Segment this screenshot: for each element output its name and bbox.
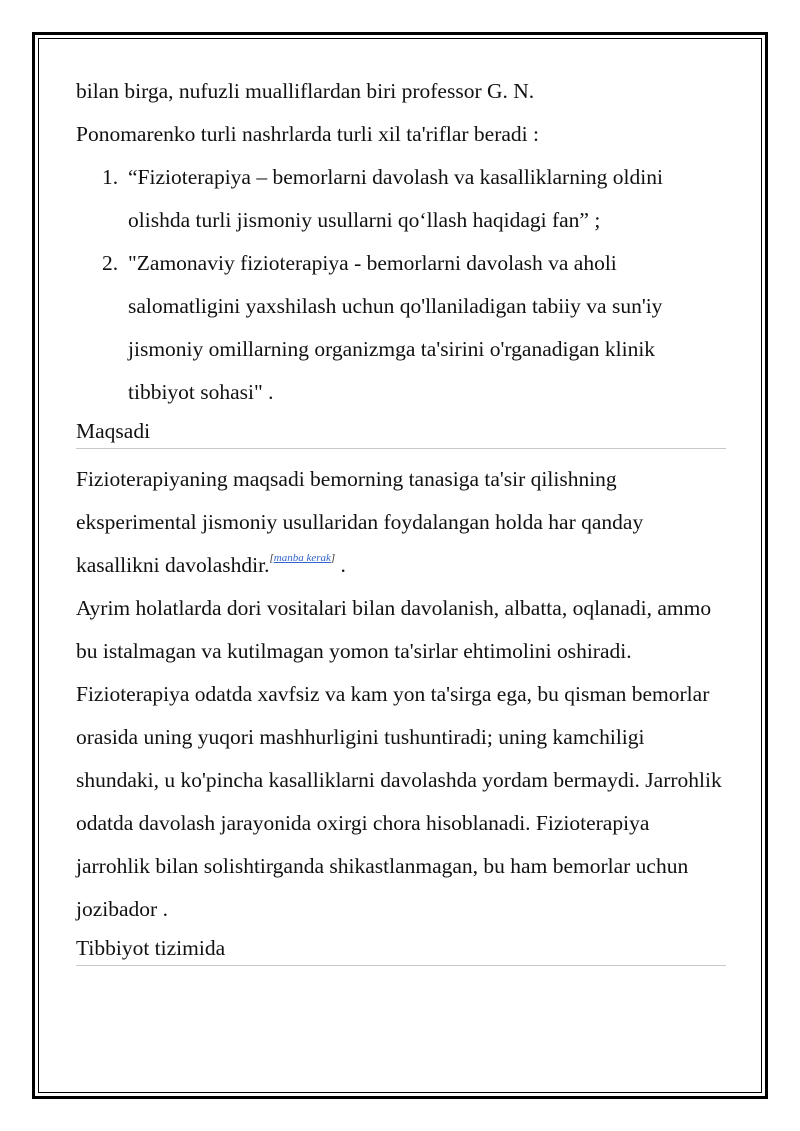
goal-paragraph-2: Ayrim holatlarda dori vositalari bilan davolanish, albatta, oqlanadi, ammo bu istalmagan va kutilmagan yomon ta'sirlar ehtimolini oshiradi. Fizioterapiya odatda xavfsiz va kam yon ta'sirga ega, bu qisman bemorlar orasida uning yuqori mashhurligini tushuntiradi; uning kamchiligi shundaki, u ko'pincha kasalliklarni davolashda yordam bermaydi. Jarrohlik odatda davolash jarayonida oxirgi chora hisoblanadi. Fizioterapiya jarrohlik bilan solishtirganda shikastlanmagan, bu ham bemorlar uchun jozibador . (76, 596, 722, 921)
section-heading-goal: Maqsadi (76, 414, 726, 449)
definition-text: "Zamonaviy fizioterapiya - bemorlarni davolash va aholi salomatligini yaxshilash uchun qo'llaniladigan tabiiy va sun'iy jismoniy omillarning organizmga ta'sirini o'rganadigan klinik tibbiyot sohasi" . (128, 251, 663, 404)
citation-needed-link[interactable]: manba kerak (273, 552, 331, 564)
intro-line-1: bilan birga, nufuzli mualliflardan biri professor G. N. (76, 79, 535, 103)
goal-paragraph-1 (76, 458, 726, 587)
definition-text: “Fizioterapiya – bemorlarni davolash va kasalliklarning oldini olishda turli jismoniy usullarni qo‘llash haqidagi fan” ; (128, 165, 663, 232)
definition-item (76, 242, 726, 414)
document-body (76, 70, 726, 975)
intro-line-2: Ponomarenko turli nashrlarda turli xil ta'riflar beradi : (76, 122, 539, 146)
definition-item (76, 156, 726, 242)
goal-paragraph-1-text: Fizioterapiyaning maqsadi bemorning tanasiga ta'sir qilishning eksperimental jismoniy usullaridan foydalangan holda har qanday kasallikni davolashdir. (76, 467, 644, 577)
section-heading-medical-system: Tibbiyot tizimida (76, 931, 726, 966)
list-number: 1. (102, 165, 119, 189)
definitions-list (76, 156, 726, 414)
list-number: 2. (102, 251, 119, 275)
goal-paragraph-1-tail: . (335, 553, 346, 577)
citation-needed: [manba kerak] (269, 552, 336, 564)
